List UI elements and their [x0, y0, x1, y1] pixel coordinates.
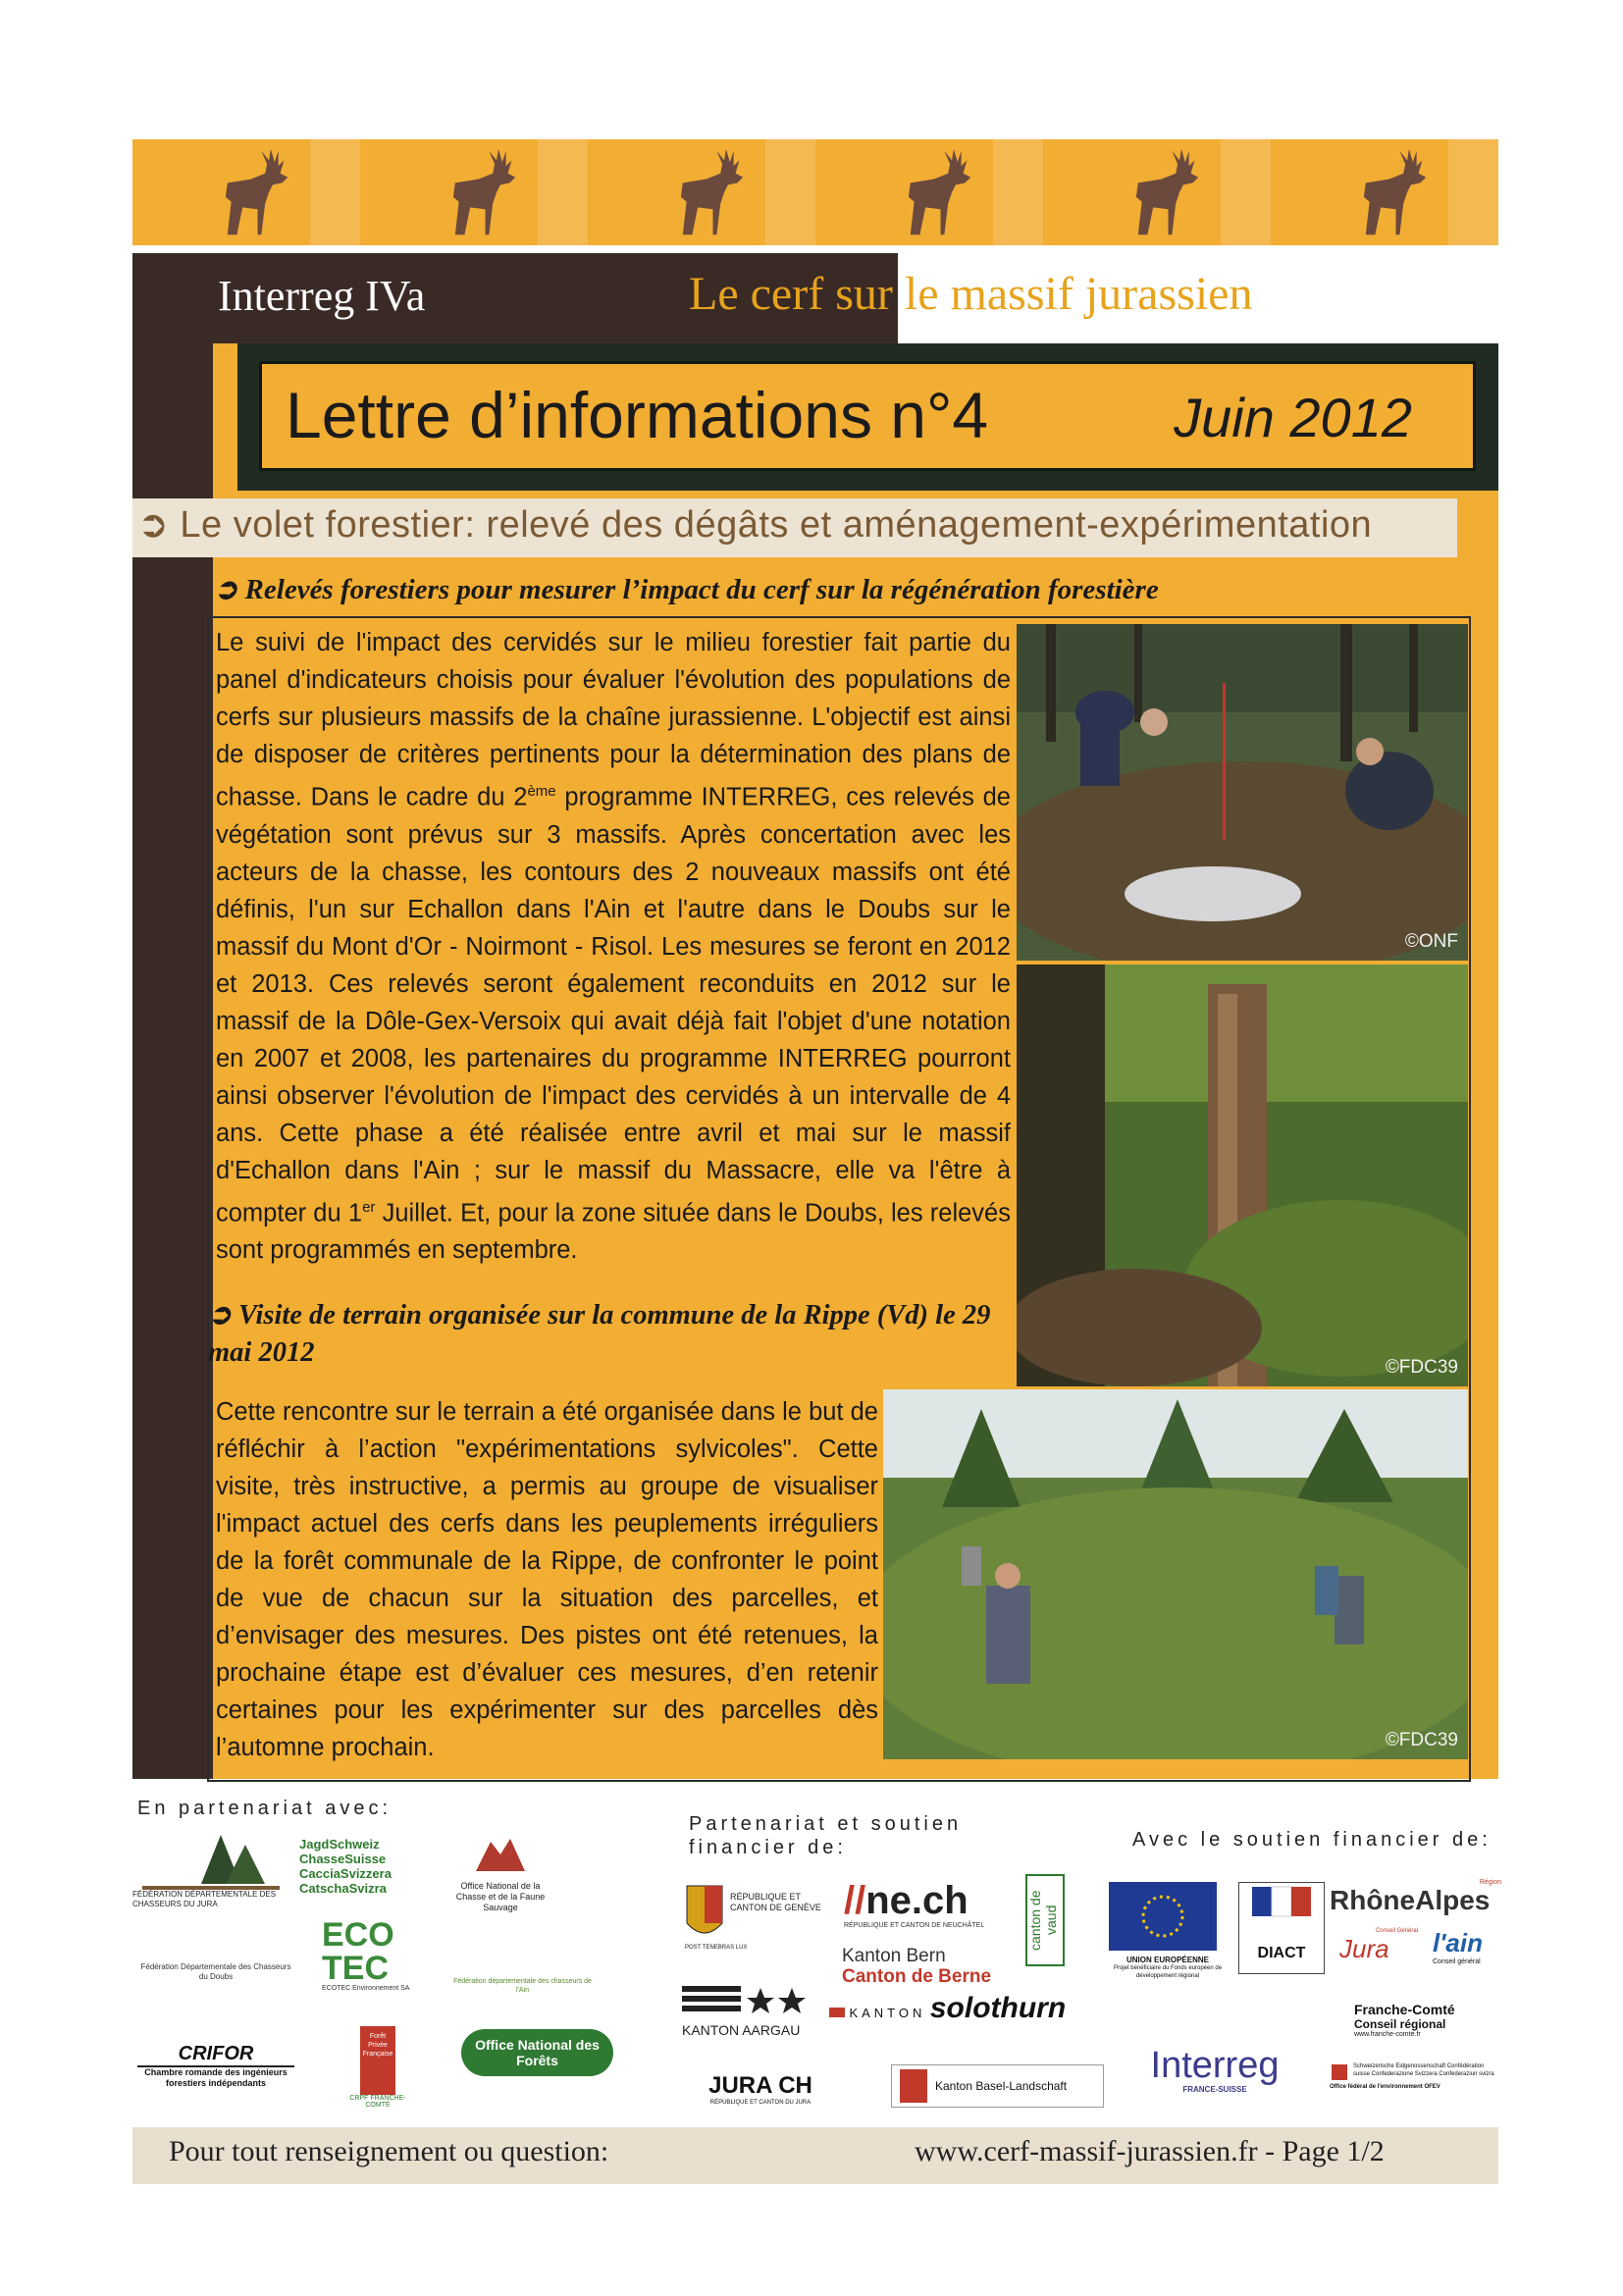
photo-damaged-tree-image — [1017, 965, 1468, 1386]
onf-logo: Office National des Forêts — [461, 2029, 613, 2076]
deer-tile — [1271, 139, 1498, 245]
jura-logo: JURA CH RÉPUBLIQUE ET CANTON DU JURA — [708, 2072, 812, 2106]
left-dark-stripe — [132, 253, 213, 1779]
superscript: er — [362, 1198, 376, 1216]
rhone-alpes-logo: Région RhôneAlpes — [1330, 1879, 1501, 1915]
article1-heading: ➲ Relevés forestiers pour mesurer l’impact du cerf sur la régénération forestière — [214, 574, 1159, 605]
series-label: Interreg IVa — [218, 272, 426, 320]
diact-logo: DIACT — [1238, 1882, 1325, 1974]
deer-icon — [1337, 143, 1432, 241]
deer-tile — [360, 139, 588, 245]
deer-icon — [427, 143, 521, 241]
jagd-logo: JagdSchweiz ChasseSuisse CacciaSvizzera CatschaSvizra — [299, 1837, 392, 1896]
photo-damaged-tree — [1017, 965, 1468, 1386]
photo-credit: ©FDC39 — [1385, 1357, 1458, 1378]
swiss-confederation-logo: Schweizerische Eidgenossenschaft Confédération suisse Confederazione Svizzera Confederaziun svizra Office fédéral de l'environnement OFEV — [1330, 2063, 1494, 2090]
fed-jura-logo: FÉDÉRATION DÉPARTEMENTALE DES CHASSEURS DU JURA — [132, 1825, 289, 1913]
deer-tile — [132, 139, 360, 245]
newsletter-title-box — [259, 361, 1476, 471]
deer-banner — [132, 139, 1498, 245]
oncfs-logo: Office National de la Chasse et de la Faune Sauvage — [446, 1827, 554, 1935]
deer-tile — [815, 139, 1043, 245]
footer-contact-label: Pour tout renseignement ou question: — [169, 2135, 609, 2167]
photo-forest-survey-image — [1017, 624, 1468, 961]
partners-right-heading: Avec le soutien financier de: — [1132, 1829, 1492, 1851]
foret-privee-logo: Forêt Privée Française CRPF FRANCHE-COMTÉ — [339, 2026, 417, 2109]
deer-icon — [882, 143, 976, 241]
deer-tile — [588, 139, 815, 245]
photo-field-visit-image — [883, 1389, 1468, 1759]
interreg-logo: Interreg FRANCE-SUISSE — [1150, 2045, 1280, 2094]
deer-icon — [654, 143, 749, 241]
solothurn-logo: KANTON solothurn — [829, 1992, 1104, 2025]
photo-field-visit — [883, 1389, 1468, 1759]
main-title: Le cerf sur le massif jurassien — [689, 268, 1253, 320]
fed-ain-logo: Fédération départementale des chasseurs de l'Ain — [453, 1978, 592, 1994]
section-heading: ➲ Le volet forestier: relevé des dégâts et aménagement-expérimentation — [137, 504, 1373, 546]
partners-left-heading: En partenariat avec: — [137, 1798, 392, 1819]
jura-cg-logo: Conseil Général Jura — [1339, 1928, 1418, 1963]
article2-heading: ➲ Visite de terrain organisée sur la commune de la Rippe (Vd) le 29 mai 2012 — [208, 1300, 991, 1368]
partners-mid-heading: Partenariat et soutien financier de: — [689, 1813, 963, 1858]
superscript: ème — [527, 783, 556, 800]
eu-logo: UNION EUROPÉENNE Projet bénéficiaire du Fonds européen de développement régional — [1109, 1882, 1227, 1980]
footer-website-link[interactable]: www.cerf-massif-jurassien.fr - Page 1/2 — [915, 2135, 1385, 2167]
deer-tile — [1043, 139, 1271, 245]
aargau-logo: KANTON AARGAU — [682, 1982, 829, 2038]
bern-logo: Kanton Bern Canton de Berne — [842, 1946, 992, 1987]
basel-logo: Kanton Basel-Landschaft — [891, 2064, 1104, 2108]
photo-credit: ©FDC39 — [1385, 1730, 1458, 1750]
fed-doubs-logo: Fédération Départementale des Chasseurs du Doubs — [140, 1962, 291, 1981]
article2-body: Cette rencontre sur le terrain a été organisée dans le but de réfléchir à l’action "expérimentations sylvicoles". Cette visite, très instructive, a permis au groupe de visualiser l'impact actuel des cerfs dans les peuplements irréguliers de la forêt communale de la Rippe, de confronter le point de vue de chacun sur la situation des parcelles, et d’envisager des mesures. Des pistes ont été retenues, la prochaine étape est d’évaluer ces mesures, d’en retenir certaines pour les expérimenter sur des parcelles dès l’automne prochain. — [216, 1398, 878, 1761]
deer-icon — [1110, 143, 1204, 241]
franche-comte-logo: Franche-Comté Conseil régional www.franche-comte.fr — [1354, 2002, 1455, 2038]
geneve-logo: RÉPUBLIQUE ET CANTON DE GENÈVE POST TENEBRAS LUX — [685, 1884, 832, 1972]
article1-body: Le suivi de l'impact des cervidés sur le milieu forestier fait partie du panel d'indicateurs choisis pour évaluer l'évolution des populations de cerfs sur plusieurs massifs de la chaîne jurassienne. L'objectif est ainsi de disposer de critères pertinents pour la détermination des plans de chasse. Dans le cadre du 2ème programme INTERREG, ces relevés de végétation sont prévus sur 3 massifs. Après concertation avec les acteurs de la chasse, les contours des 2 nouveaux massifs ont été définis, l'un sur Echallon dans l'Ain et l'autre dans le Doubs sur le massif du Mont d'Or - Noirmont - Risol. Les mesures se feront en 2012 et 2013. Ces relevés seront également reconduits en 2012 sur le massif de la Dôle-Gex-Versoix qui avait déjà fait l'objet d'une notation en 2007 et 2008, les partenaires du programme INTERREG pourront ainsi observer l'évolution de l'impact des cervidés à un intervalle de 4 ans. Cette phase a été réalisée entre avril et mai sur le massif d'Echallon dans l'Ain ; sur le massif du Massacre, elle va l'être à compter du 1er Juillet. Et, pour la zone située dans le Doubs, les relevés sont programmés en septembre. — [216, 629, 1011, 1264]
newsletter-title: Lettre d’informations n°4 — [286, 379, 989, 451]
photo-credit: ©ONF — [1404, 931, 1458, 952]
neuchatel-logo: //ne.ch RÉPUBLIQUE ET CANTON DE NEUCHÂTEL — [844, 1879, 985, 1929]
deer-icon — [199, 143, 293, 241]
photo-forest-survey — [1017, 624, 1468, 961]
ecotec-logo: ECO TEC ECOTEC Environnement SA — [322, 1916, 410, 1992]
crifor-logo: CRIFOR Chambre romande des ingénieurs forestiers indépendants — [137, 2043, 294, 2089]
newsletter-date: Juin 2012 — [1174, 387, 1412, 448]
ain-logo: l'ain Conseil général — [1433, 1928, 1483, 1965]
vaud-logo: canton de vaud — [1025, 1874, 1065, 1966]
